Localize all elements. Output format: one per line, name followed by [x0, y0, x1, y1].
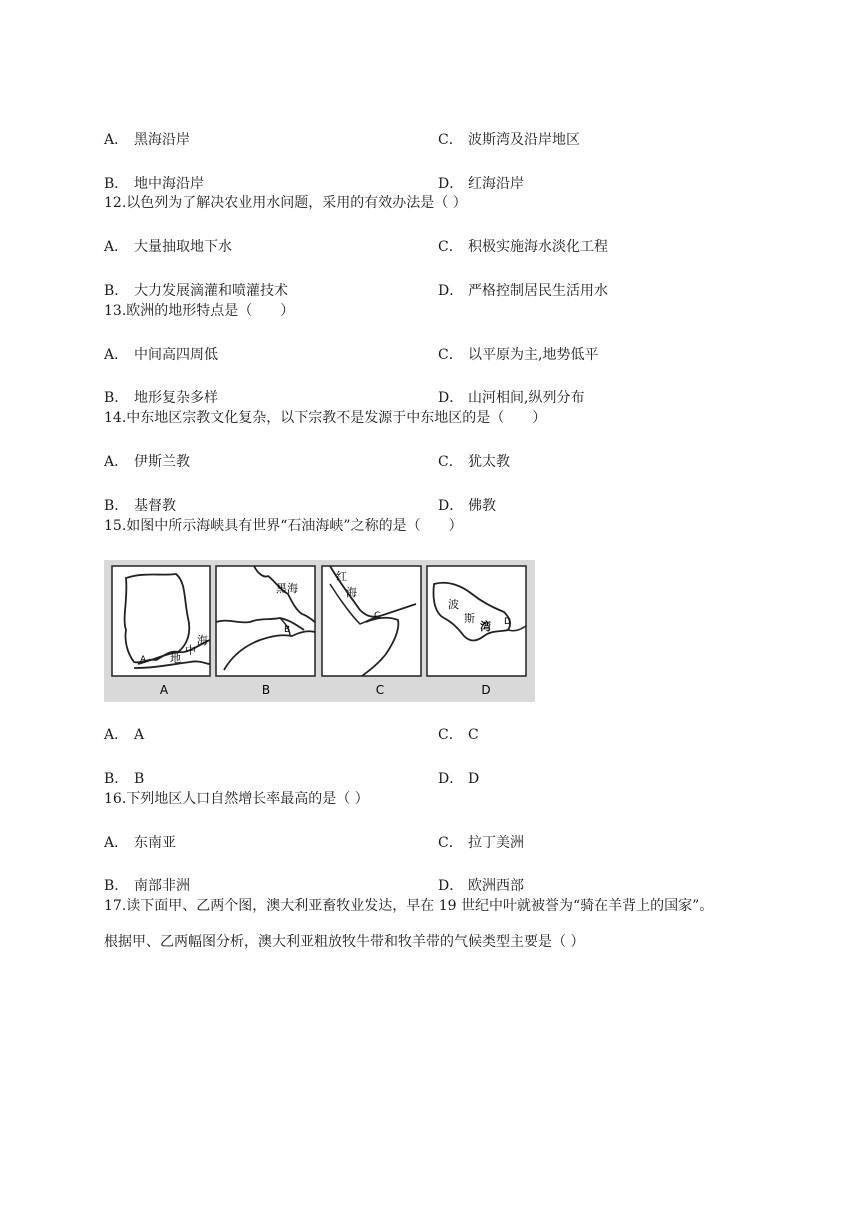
- map-panel-d: [427, 566, 526, 676]
- map-c-label-hai: 海: [346, 586, 357, 599]
- q16-option-c[interactable]: [438, 834, 524, 852]
- q16-stem: 16.下列地区人口自然增长率最高的是（ ）: [104, 791, 369, 807]
- option-letter: A．: [104, 835, 129, 851]
- map-panel-a: [112, 566, 210, 676]
- q14-stem: 14.中东地区宗教文化复杂，以下宗教不是发源于中东地区的是（ ）: [104, 410, 547, 426]
- option-text: 红海沿岸: [468, 176, 524, 192]
- option-letter: B．: [104, 498, 129, 514]
- q15-option-d[interactable]: [438, 770, 479, 788]
- map-a-label-di: 地: [170, 652, 181, 665]
- option-text: 佛教: [468, 498, 496, 514]
- option-text: C: [468, 727, 479, 743]
- map-panel-c: [322, 566, 421, 676]
- q13-option-c[interactable]: [438, 346, 598, 364]
- q16-option-d[interactable]: [438, 877, 524, 895]
- option-letter: D．: [438, 771, 464, 787]
- map-c-label-letter: C: [374, 611, 381, 621]
- map-d-label-bo: 波: [448, 598, 459, 611]
- q11-option-a[interactable]: [104, 131, 190, 149]
- option-letter: B．: [104, 878, 129, 894]
- map-a-label-sea: 海: [197, 634, 208, 647]
- map-d-label-wan: 湾: [480, 620, 491, 633]
- option-letter: D．: [438, 498, 464, 514]
- option-letter: A．: [104, 132, 129, 148]
- option-text: 犹太教: [468, 454, 510, 470]
- q14-option-b[interactable]: [104, 497, 176, 515]
- q17-stem-line-1: 17.读下面甲、乙两个图，澳大利亚畜牧业发达，早在 19 世纪中叶就被誉为“骑在羊背上的国家”。: [104, 898, 714, 914]
- q17-stem-line-2: 根据甲、乙两幅图分析，澳大利亚粗放牧牛带和牧羊带的气候类型主要是（ ）: [104, 934, 585, 950]
- q14-option-a[interactable]: [104, 453, 190, 471]
- option-letter: C．: [438, 132, 463, 148]
- map-c-label-hong: 红: [336, 570, 347, 583]
- option-text: 中间高四周低: [134, 347, 218, 363]
- panel-label-c: C: [375, 683, 385, 697]
- q11-option-d[interactable]: [438, 175, 524, 193]
- option-text: 山河相间,纵列分布: [468, 390, 585, 406]
- q12-option-c[interactable]: [438, 238, 608, 256]
- map-a-label-zhong: 中: [185, 644, 196, 657]
- q13-stem: 13.欧洲的地形特点是（ ）: [104, 303, 295, 319]
- q12-option-a[interactable]: [104, 238, 232, 256]
- option-text: 波斯湾及沿岸地区: [468, 132, 580, 148]
- q12-option-b[interactable]: [104, 282, 288, 300]
- map-b-label-black-sea: 黑海: [276, 582, 298, 595]
- option-letter: C．: [438, 727, 463, 743]
- option-text: 严格控制居民生活用水: [468, 283, 608, 299]
- map-d-label-si: 斯: [464, 612, 475, 625]
- panel-label-d: D: [481, 683, 491, 697]
- q11-option-b[interactable]: [104, 175, 204, 193]
- map-b-label-letter: B: [284, 625, 291, 635]
- option-text: 基督教: [134, 498, 176, 514]
- q15-option-a[interactable]: [104, 726, 144, 744]
- option-text: A: [134, 727, 145, 743]
- option-letter: C．: [438, 454, 463, 470]
- option-letter: C．: [438, 835, 463, 851]
- q13-option-d[interactable]: [438, 389, 584, 407]
- q16-option-b[interactable]: [104, 877, 190, 895]
- q13-option-b[interactable]: [104, 389, 218, 407]
- option-text: 东南亚: [134, 835, 176, 851]
- panel-label-b: B: [261, 683, 271, 697]
- option-text: D: [468, 771, 480, 787]
- option-text: 拉丁美洲: [468, 835, 524, 851]
- option-text: 南部非洲: [134, 878, 190, 894]
- strait-maps-figure: [104, 560, 535, 702]
- option-letter: C．: [438, 347, 463, 363]
- option-letter: B．: [104, 771, 129, 787]
- q11-option-c[interactable]: [438, 131, 580, 149]
- option-letter: D．: [438, 878, 464, 894]
- q12-stem: 12.以色列为了解决农业用水问题，采用的有效办法是（ ）: [104, 195, 467, 211]
- map-panel-b: [216, 566, 315, 676]
- option-letter: C．: [438, 239, 463, 255]
- q15-option-c[interactable]: [438, 726, 479, 744]
- option-letter: A．: [104, 239, 129, 255]
- option-letter: B．: [104, 283, 129, 299]
- option-letter: A．: [104, 727, 129, 743]
- q12-option-d[interactable]: [438, 282, 608, 300]
- option-text: 以平原为主,地势低平: [468, 347, 599, 363]
- option-text: 大力发展滴灌和喷灌技术: [134, 283, 288, 299]
- option-text: 大量抽取地下水: [134, 239, 232, 255]
- option-text: 伊斯兰教: [134, 454, 190, 470]
- strait-maps-svg: [104, 560, 535, 702]
- option-letter: D．: [438, 283, 464, 299]
- q15-option-b[interactable]: [104, 770, 144, 788]
- option-letter: A．: [104, 454, 129, 470]
- q15-stem: 15.如图中所示海峡具有世界“石油海峡”之称的是（ ）: [104, 518, 463, 534]
- option-text: 欧洲西部: [468, 878, 524, 894]
- q14-option-c[interactable]: [438, 453, 510, 471]
- option-text: B: [134, 771, 145, 787]
- option-letter: D．: [438, 390, 464, 406]
- option-letter: D．: [438, 176, 464, 192]
- option-text: 地形复杂多样: [134, 390, 218, 406]
- option-letter: B．: [104, 176, 129, 192]
- q14-option-d[interactable]: [438, 497, 496, 515]
- option-text: 黑海沿岸: [134, 132, 190, 148]
- option-letter: A．: [104, 347, 129, 363]
- q16-option-a[interactable]: [104, 834, 176, 852]
- panel-label-a: A: [159, 683, 169, 697]
- option-letter: B．: [104, 390, 129, 406]
- map-d-label-letter: D: [504, 617, 511, 627]
- q13-option-a[interactable]: [104, 346, 218, 364]
- map-a-label-letter: A: [140, 655, 147, 665]
- option-text: 地中海沿岸: [134, 176, 204, 192]
- option-text: 积极实施海水淡化工程: [468, 239, 608, 255]
